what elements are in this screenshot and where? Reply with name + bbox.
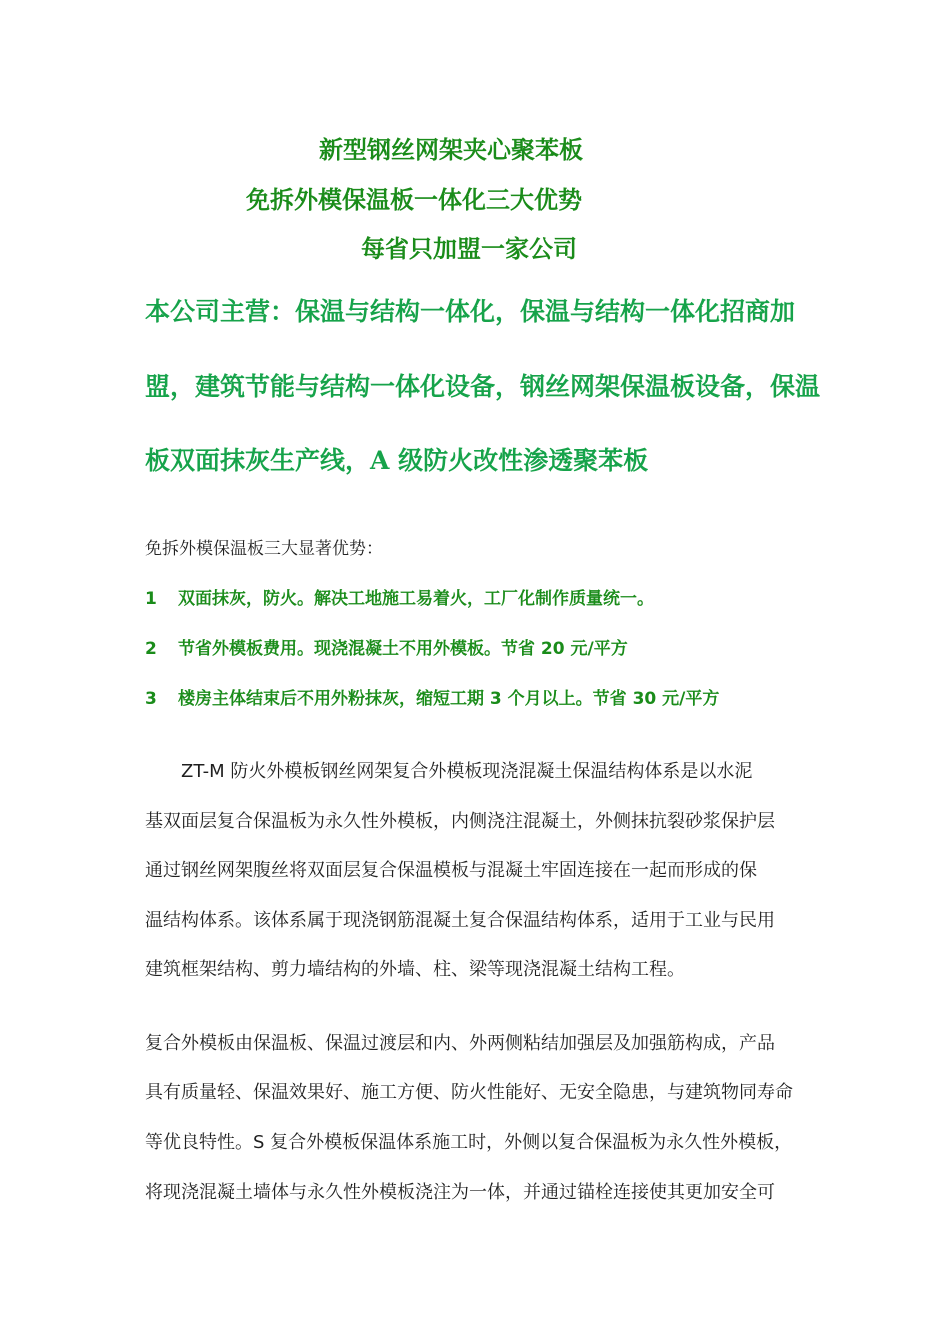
advantages-label: 免拆外模保温板三大显著优势： bbox=[145, 539, 383, 559]
paragraph1-line-2: 基双面层复合保温板为永久性外模板，内侧浇注混凝土，外侧抹抗裂砂浆保护层 bbox=[145, 811, 775, 832]
title-line-3: 每省只加盟一家公司 bbox=[361, 234, 577, 263]
advantage-item-1 bbox=[145, 588, 654, 610]
intro-line-2: 盟，建筑节能与结构一体化设备，钢丝网架保温板设备，保温 bbox=[145, 372, 821, 401]
intro-line-1: 本公司主营：保温与结构一体化，保温与结构一体化招商加 bbox=[145, 297, 796, 326]
paragraph1-line-1: ZT-M 防火外模板钢丝网架复合外模板现浇混凝土保温结构体系是以水泥 bbox=[181, 761, 753, 782]
paragraph2-line-2: 具有质量轻、保温效果好、施工方便、防火性能好、无安全隐患，与建筑物同寿命 bbox=[145, 1082, 793, 1103]
advantage-text: 楼房主体结束后不用外粉抹灰，缩短工期 3 个月以上。节省 30 元/平方 bbox=[178, 689, 720, 709]
intro-line-3: 板双面抹灰生产线，A 级防火改性渗透聚苯板 bbox=[145, 446, 649, 475]
advantage-item-3 bbox=[145, 688, 719, 710]
title-line-2: 免拆外模保温板一体化三大优势 bbox=[246, 185, 582, 214]
paragraph1-line-5: 建筑框架结构、剪力墙结构的外墙、柱、梁等现浇混凝土结构工程。 bbox=[145, 959, 685, 980]
advantage-text: 节省外模板费用。现浇混凝土不用外模板。节省 20 元/平方 bbox=[178, 639, 628, 659]
advantage-number: 1 bbox=[145, 589, 157, 609]
paragraph2-line-3: 等优良特性。S 复合外模板保温体系施工时，外侧以复合保温板为永久性外模板， bbox=[145, 1132, 793, 1153]
paragraph2-line-1: 复合外模板由保温板、保温过渡层和内、外两侧粘结加强层及加强筋构成，产品 bbox=[145, 1033, 775, 1054]
advantage-number: 3 bbox=[145, 689, 157, 709]
advantage-text: 双面抹灰，防火。解决工地施工易着火，工厂化制作质量统一。 bbox=[178, 589, 654, 609]
title-line-1: 新型钢丝网架夹心聚苯板 bbox=[319, 135, 583, 164]
advantage-item-2 bbox=[145, 638, 628, 660]
advantage-number: 2 bbox=[145, 639, 157, 659]
paragraph2-line-4: 将现浇混凝土墙体与永久性外模板浇注为一体，并通过锚栓连接使其更加安全可 bbox=[145, 1182, 775, 1203]
paragraph1-line-3: 通过钢丝网架腹丝将双面层复合保温模板与混凝土牢固连接在一起而形成的保 bbox=[145, 860, 757, 881]
paragraph1-line-4: 温结构体系。该体系属于现浇钢筋混凝土复合保温结构体系，适用于工业与民用 bbox=[145, 910, 775, 931]
